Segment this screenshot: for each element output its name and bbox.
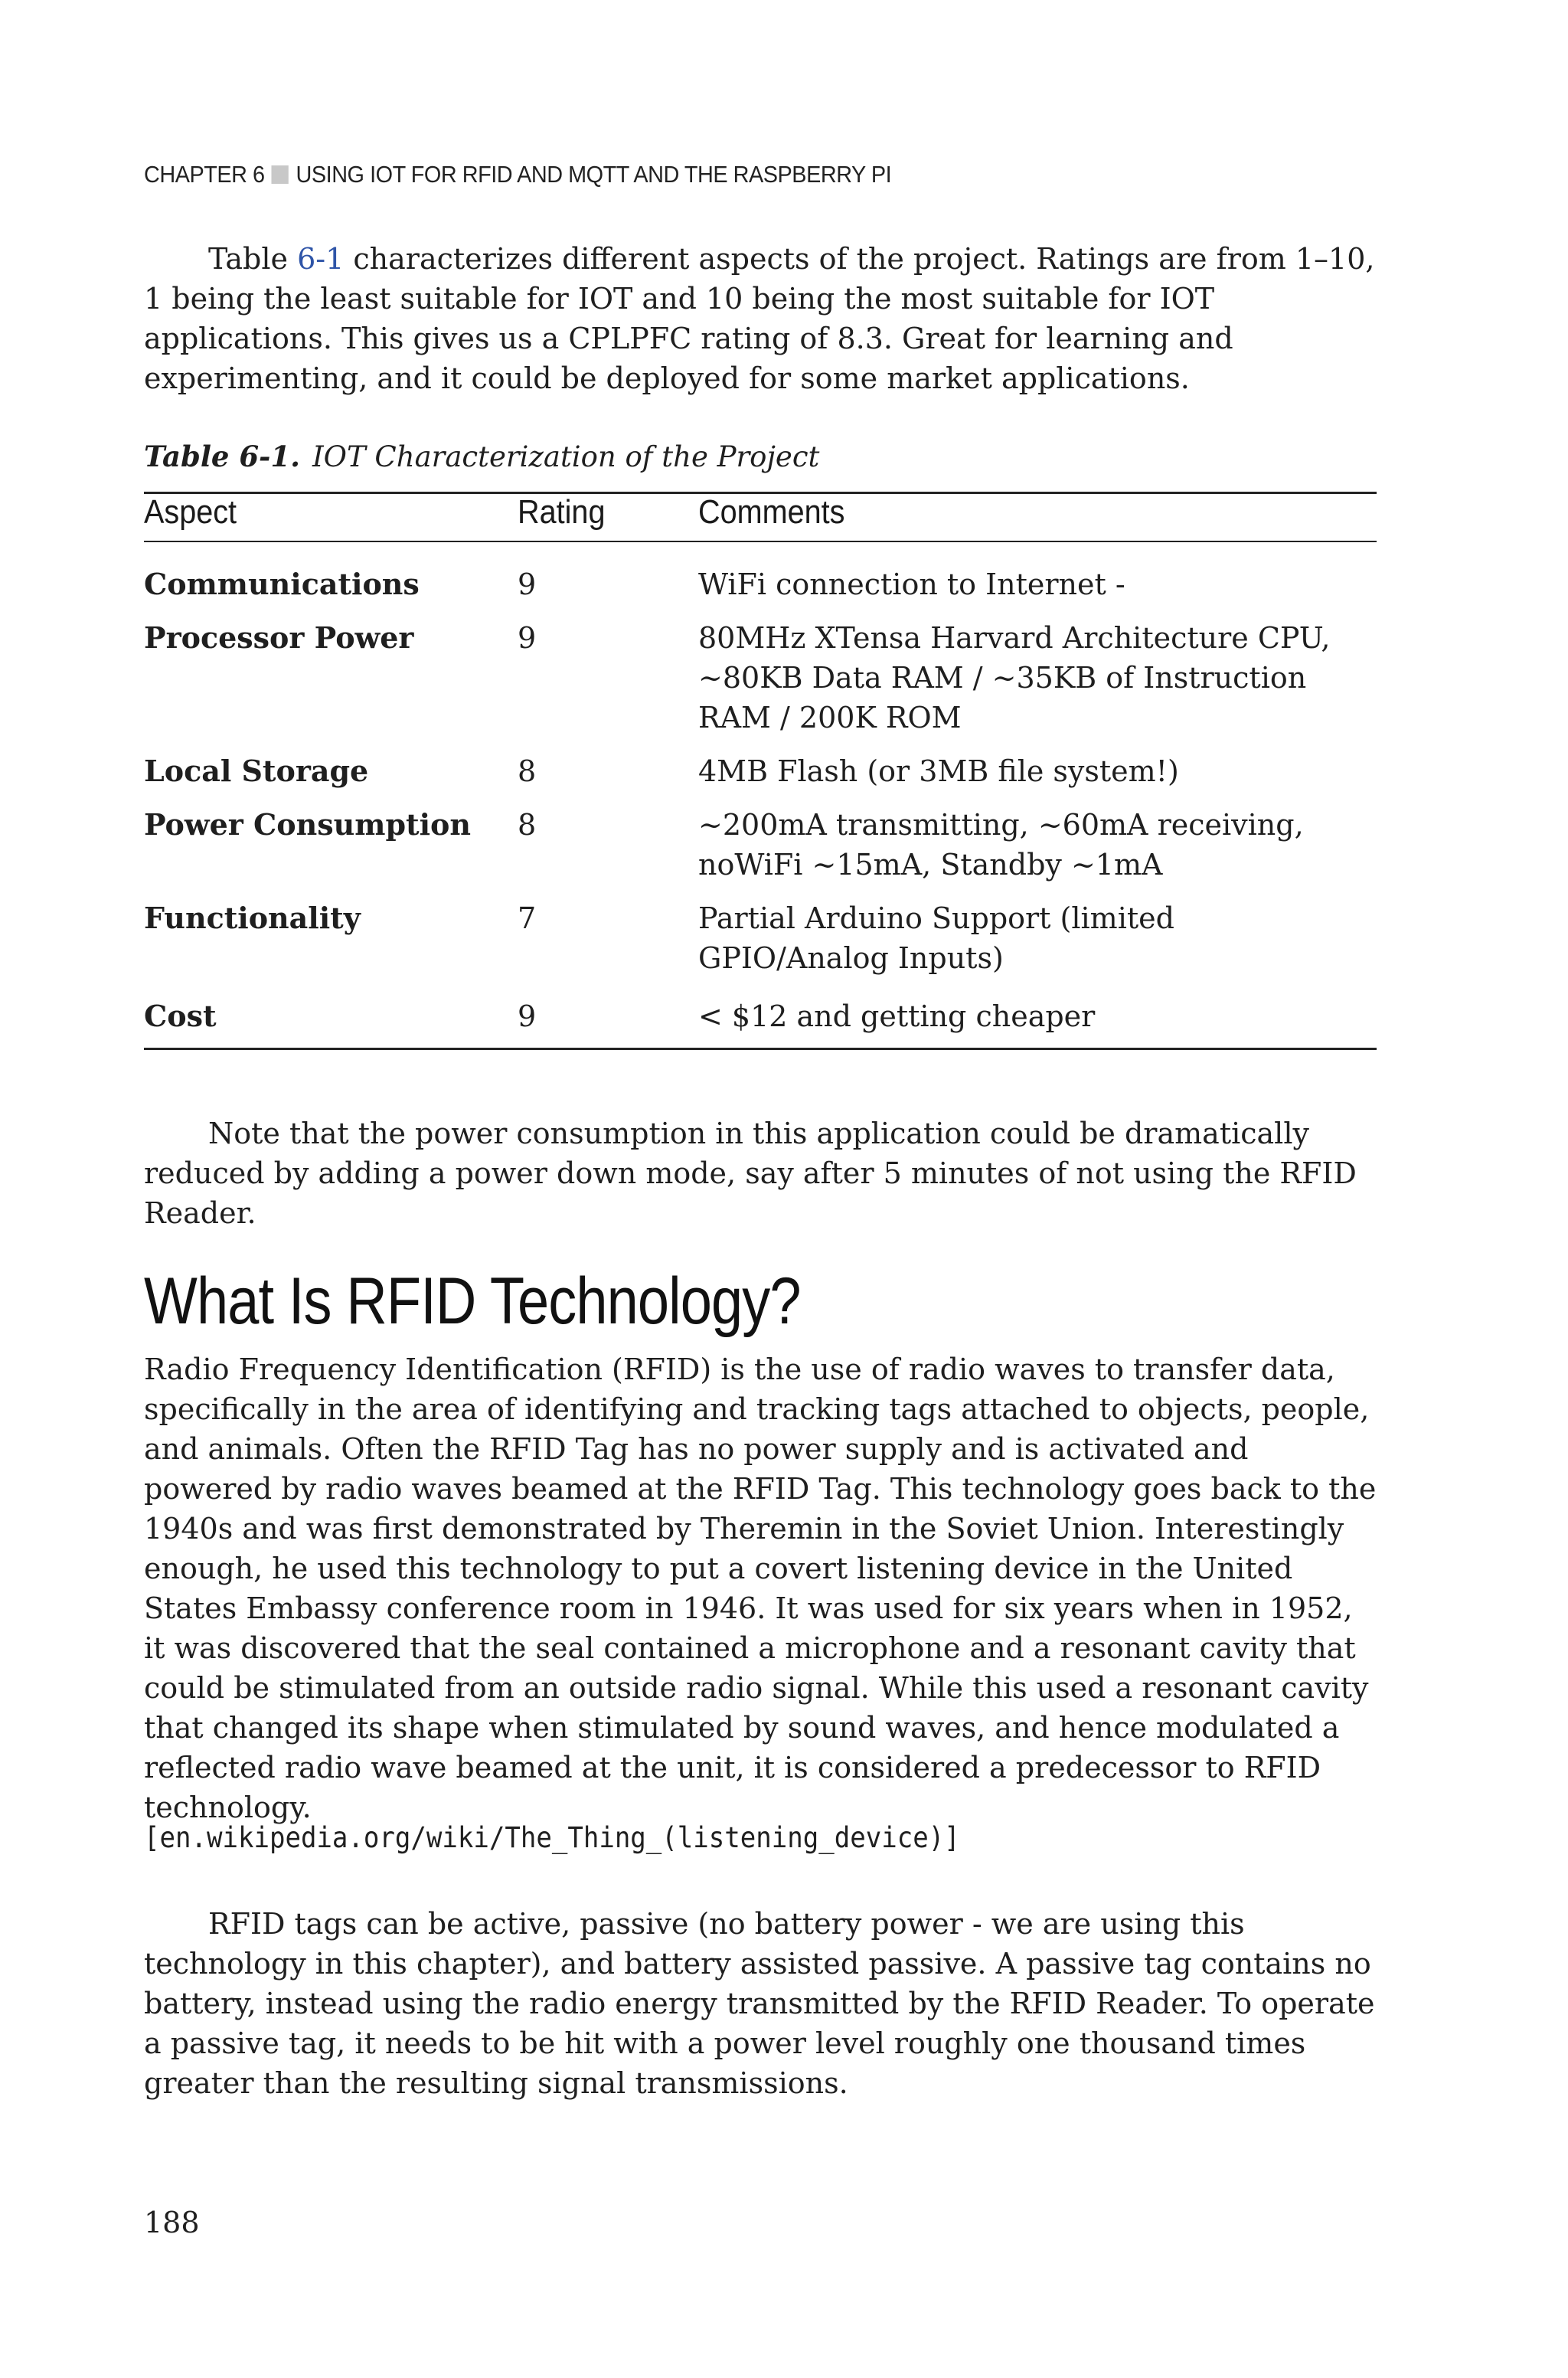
table-cell-rating: 8 [518, 808, 537, 842]
table-caption [144, 440, 819, 473]
table-cell-rating: 8 [518, 754, 537, 788]
note-paragraph: Note that the power consumption in this application could be dramatically reduced by adding a power down mode, say after 5 minutes of not using the RFID Reader. [144, 1117, 1357, 1230]
intro-text: characterizes different aspects of the project. Ratings are from 1–10, 1 being the least suitable for IOT and 10 being the most suitable for IOT applications. This gives us a CPLPFC rating of 8.3. Great for learning and experimenting, and it could be deployed for some market applications. [144, 242, 1375, 395]
column-header-aspect: Aspect [144, 493, 237, 531]
column-header-comments: Comments [698, 493, 845, 531]
table-caption-label: Table 6-1. [144, 440, 301, 473]
table-cell-rating: 9 [518, 999, 537, 1033]
table-cell-comments: Partial Arduino Support (limited GPIO/Analog Inputs) [698, 901, 1174, 975]
section-heading: What Is RFID Technology? [144, 1264, 801, 1338]
chapter-label: CHAPTER 6 [144, 161, 265, 188]
table-caption-text: IOT Characterization of the Project [312, 440, 820, 473]
table-bottom-rule [144, 1048, 1377, 1050]
table-cell-aspect: Local Storage [144, 754, 369, 788]
running-head [144, 161, 891, 188]
page-number: 188 [144, 2206, 200, 2239]
table-cell-aspect: Functionality [144, 901, 361, 935]
table-cell-rating: 9 [518, 621, 537, 655]
table-cell-comments: WiFi connection to Internet - [698, 568, 1125, 601]
rfid-tags-paragraph: RFID tags can be active, passive (no battery power - we are using this technology in this chapter), and battery assisted passive. A passive tag contains no battery, instead using the radio energy transmitted by the RFID Reader. To operate a passive tag, it needs to be hit with a power level roughly one thousand times greater than the resulting signal transmissions. [144, 1907, 1375, 2100]
table-cell-comments: ~200mA transmitting, ~60mA receiving, noWiFi ~15mA, Standby ~1mA [698, 808, 1304, 882]
column-header-rating: Rating [518, 493, 606, 531]
table-cell-aspect: Processor Power [144, 620, 414, 655]
intro-paragraph [144, 239, 1377, 398]
table-cell-comments: 80MHz XTensa Harvard Architecture CPU, ~80KB Data RAM / ~35KB of Instruction RAM / 200K ROM [698, 621, 1331, 734]
table-cell-aspect: Power Consumption [144, 807, 472, 842]
separator-square-icon [272, 165, 289, 184]
table-cell-comments: 4MB Flash (or 3MB file system!) [698, 754, 1179, 788]
wikipedia-reference: [en.wikipedia.org/wiki/The_Thing_(listening_device)] [144, 1821, 960, 1854]
table-cell-rating: 9 [518, 568, 537, 601]
table-cell-rating: 7 [518, 901, 537, 935]
intro-prefix: Table [208, 242, 298, 276]
table-cell-aspect: Cost [144, 999, 217, 1033]
rfid-paragraph: Radio Frequency Identification (RFID) is the use of radio waves to transfer data, specifically in the area of identifying and tracking tags attached to objects, people, and animals. Often the RFID Tag has no power supply and is activated and powered by radio waves beamed at the RFID Tag. This technology goes back to the 1940s and was first demonstrated by Theremin in the Soviet Union. Interestingly enough, he used this technology to put a covert listening device in the United States Embassy conference room in 1946. It was used for six years when in 1952, it was discovered that the seal contained a microphone and a resonant cavity that could be stimulated from an outside radio signal. While this used a resonant cavity that changed its shape when stimulated by sound waves, and hence modulated a reflected radio wave beamed at the unit, it is considered a predecessor to RFID technology. [144, 1353, 1377, 1824]
table-cell-comments: < $12 and getting cheaper [698, 999, 1096, 1033]
chapter-title: USING IOT FOR RFID AND MQTT AND THE RASPBERRY PI [296, 161, 892, 188]
table-cross-reference-link[interactable]: 6-1 [297, 242, 345, 276]
table-header-rule [144, 541, 1377, 542]
table-cell-aspect: Communications [144, 567, 420, 601]
